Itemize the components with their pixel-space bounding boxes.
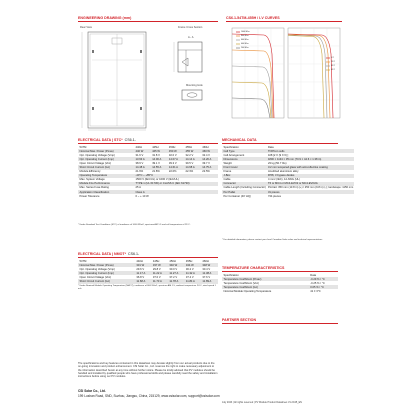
stc-title [78,138,136,142]
footer-address: 199 Lushan Road, SND, Suzhou, Jiangsu, China, 215129, www.csisolar.com, support@csisolar.com [78,393,220,398]
table-label-cell: Nominal Max. Power (Pmax) [78,149,135,153]
table-label-cell: Module Fire Performance [78,182,135,186]
table-value-cell: 440 W [135,149,152,153]
table-row [78,279,218,283]
table-header-cell: 460H [202,145,209,149]
table-value-cell: 31.6 V [135,153,144,157]
table-label-cell: Short Circuit Current (Isc) [78,165,135,169]
table-header-cell: 54TM [79,259,87,263]
table-row [222,289,338,293]
table-label-cell: Module Efficiency [79,170,101,174]
table-label-cell: Operating Temperature [78,174,135,178]
iv-curves-title: CS6.1-54TM-455H / I-V CURVES [226,16,280,20]
table-row [222,186,354,190]
mounting-hole-caption: Mounting Hole [186,84,203,87]
table-value-cell: 11.27 A [168,271,185,275]
table-value-cell: 108 [2 X (9 X 6) ] [267,153,289,157]
table-label-cell: Temperature Coefficient (Pmax) [222,277,309,281]
table-value-cell: 41 ± 3°C [310,289,321,293]
table-value-cell: 39.3 V [168,161,177,165]
table-header-cell: Specification [223,145,239,149]
nmot-title-main: ELECTRICAL DATA | NMOT* [78,252,126,256]
table-value-cell: 14.61 A [168,165,185,169]
table-value-cell: 13.93 A [135,157,152,161]
table-value-cell: 29.6 V [136,267,145,271]
table-label-cell: J-Box [222,174,267,178]
table-value-cell: 30.2 V [185,267,194,271]
table-value-cell: 340 W [168,263,185,267]
table-label-cell: Cell Type [222,149,267,153]
table-header-cell: Data [267,145,274,149]
table-value-cell: 14.07 A [168,157,185,161]
table-value-cell: -40°C ~ +85°C [135,174,218,178]
temp-table [222,273,338,293]
table-value-cell: 21.8% [152,170,160,174]
table-value-cell: 337 W [152,263,169,267]
table-value-cell: 22.5% [202,170,210,174]
disclaimer-text: The specifications and key features contained in this datasheet may deviate slightly from our actual products due to the on-going innovation and product enhancement. CSI Solar Co., Ltd. reserves the right to make necessary adjustment to the information described herein at any time without further notice. Please be kindly advised that PV modules should be handled and installed by qualified people who have professional skills and please carefully read the safety and installation instructions before using our PV modules. [78,362,218,379]
table-value-cell: 331 W [135,263,152,267]
stc-footnote: * Under Standard Test Conditions (STC) of irradiance of 1000 W/m2, spectrum AM 1.5 and cell temperature of 25°C. [78,224,191,226]
table-value-cell: 455 W [185,149,202,153]
table-value-cell: 37.6 V [202,275,211,279]
table-value-cell: IP68, 3 bypass diodes [267,174,354,178]
table-label-cell: Short Circuit Current (Isc) [78,279,135,283]
table-label-cell: Per Container (40' HQ) [223,194,251,198]
table-header-cell: Data [310,273,316,277]
table-value-cell: 23 kg (50.7 lbs) [267,161,287,165]
partner-title: PARTNER SECTION [222,318,257,322]
table-header-cell: 54TM [79,145,87,149]
table-header-cell: 445H [152,259,160,263]
table-label-cell: Cable [223,178,231,182]
table-value-cell: 30.4 V [202,267,211,271]
table-header-cell: Specification [223,273,239,277]
table-value-cell: 22.3% [185,170,194,174]
nmot-table [78,259,218,284]
table-value-cell: 30.0 V [169,267,178,271]
table-value-cell: 14.55 A [151,165,168,169]
table-value-cell: 1500 V (IEC/UL) or 1000 V (IEC/UL) [135,178,179,182]
table-value-cell: 744 pieces [267,194,281,198]
nmot-footnote: * Under Nominal Module Operating Temperature (NMOT), irradiance of 800 W/m2, spectrum AM 1.5, ambient temperature 20°C, wind speed 1 m/s. [78,285,216,290]
table-label-cell: Max. System Voltage [79,178,105,182]
table-value-cell: 11.84 A [185,279,202,283]
table-value-cell: Anodized aluminium alloy [267,170,299,174]
table-label-cell: Temperature Coefficient (Voc) [223,281,259,285]
table-label-cell: Open Circuit Voltage (Voc) [79,275,112,279]
iv-temp-label: 5°C [331,56,335,59]
stc-title-model: CS6.1- [124,138,136,142]
table-label-cell: Cable Length (Including Connector) [223,186,266,190]
table-value-cell: Portrait: 350 mm (13.8 in) (+) / 250 mm (9.8 in) (-); landscape: 1150 mm [267,186,354,190]
iv-chart-irradiance [232,28,284,118]
table-header-cell: 455H [185,259,193,263]
table-value-cell: 21.6% [135,170,144,174]
table-value-cell: 11.32 A [185,271,202,275]
engineering-drawing [78,30,220,134]
table-value-cell: 445 W [151,149,168,153]
table-value-cell: TOPCon cells [267,149,354,153]
table-label-cell: Opt. Operating Current (Imp) [78,157,135,161]
table-header-cell: 440H [135,145,142,149]
table-value-cell: T6 or MC4 or MC4-EVO2 or MC4-EVO2A [267,182,354,186]
partner-rule [222,323,338,324]
table-label-cell: Opt. Operating Voltage (Vmp) [79,267,115,271]
mech-footnote: * For detailed information, please contact your local Canadian Solar sales and technical representatives. [222,239,323,241]
footer-company: CSI Solar Co., Ltd. [78,389,106,393]
rear-view-caption: Rear View [80,26,92,29]
table-label-cell: Opt. Operating Current (Imp) [78,271,135,275]
stc-rule [78,143,218,144]
table-value-cell: -0.25 % / °C [310,281,325,285]
table-value-cell: 11.73 A [152,279,169,283]
table-value-cell: 31.8 V [152,153,160,157]
table-value-cell: 344 W [185,263,202,267]
table-header-cell: 460H [202,259,209,263]
table-value-cell: 14.68 A [185,165,202,169]
table-value-cell: 11.22 A [152,271,169,275]
rear-view-drawing [82,32,146,130]
iv-legend-label: 400 W/m² [241,42,249,45]
nmot-title [78,252,139,256]
iv-legend-label: 800 W/m² [241,34,249,37]
table-header-cell: 450H [169,259,176,263]
table-row [78,194,218,198]
mounting-hole-drawing [182,90,202,100]
table-value-cell: 450 W [168,149,185,153]
table-value-cell: 32.0 V [168,153,177,157]
table-value-cell: 11.38 A [201,271,218,275]
table-label-cell: Front Cover [222,165,267,169]
table-value-cell: 36.8 V [136,275,145,279]
table-value-cell: 14.20 A [201,157,218,161]
table-value-cell: 22.0% [168,170,177,174]
table-value-cell: 460 W [201,149,218,153]
table-value-cell: 11.89 A [201,279,218,283]
table-label-cell: Opt. Operating Voltage (Vmp) [79,153,115,157]
table-value-cell: 37.4 V [185,275,194,279]
table-row [222,194,354,198]
table-label-cell: Application Classification [78,190,135,194]
engineering-drawing-rule [78,21,218,22]
table-value-cell: 14.00 A [151,157,168,161]
iv-temp-label: 25°C [331,60,336,63]
table-header-cell: 455H [185,145,192,149]
footer-date: July 2023 | All rights reserved | PV Module Product Datasheet V1.2C25_EN [222,401,302,404]
table-value-cell: 11.78 A [168,279,185,283]
nmot-title-model: CS6.1- [128,252,140,256]
table-value-cell: 3.2 mm tempered glass with anti-reflective coating [267,165,354,169]
table-label-cell: Open Circuit Voltage (Voc) [79,161,112,165]
iv-legend-label: 600 W/m² [241,38,249,41]
table-label-cell: Power Tolerance [79,194,100,198]
table-label-cell: Nominal Max. Power (Pmax) [78,263,135,267]
table-value-cell: -0.29 % / °C [309,277,338,281]
table-label-cell: Frame [223,170,232,174]
iv-temp-label: 65°C [331,68,336,71]
mech-rule [222,143,338,144]
table-label-cell: Nominal Module Operating Temperature [223,289,272,293]
table-header-cell: 445H [152,145,159,149]
stc-table [78,145,218,198]
table-value-cell: 4 mm² (IEC), 12 AWG (UL) [267,178,300,182]
table-header-cell: 450H [168,145,176,149]
mech-title: MECHANICAL DATA [222,138,257,142]
iv-curves-rule [226,21,342,22]
table-value-cell: 39.1 V [152,161,160,165]
mech-table [222,145,354,198]
table-value-cell: 14.14 A [185,157,202,161]
iv-legend-label: 1000 W/m² [241,30,250,33]
table-value-cell: 11.17 A [135,271,152,275]
table-value-cell: 11.68 A [135,279,152,283]
table-label-cell: Dimensions [222,157,267,161]
table-value-cell: 37.0 V [152,275,161,279]
temp-rule [222,271,338,272]
temp-title: TEMPERATURE CHARACTERISTICS [222,266,285,270]
table-label-cell: Connector [222,182,267,186]
frame-section-caption: Frame Cross Section [178,26,203,29]
table-value-cell: 32.4 V [202,153,210,157]
table-label-cell: Weight [223,161,232,165]
table-value-cell: 31 pieces [267,190,354,194]
table-label-cell: Cell Arrangement [223,153,245,157]
table-label-cell: Max. Series Fuse Rating [79,186,109,190]
engineering-drawing-title: ENGINEERING DRAWING (mm) [78,16,132,20]
table-value-cell: 0 ~ + 10 W [135,194,149,198]
frame-section-drawing [174,42,202,72]
table-value-cell: 25 A [135,186,141,190]
table-label-cell: Per Pallet [222,190,267,194]
table-value-cell: 29.8 V [152,267,161,271]
nmot-rule [78,257,218,258]
table-value-cell: 39.5 V [185,161,194,165]
table-value-cell: 39.7 V [202,161,210,165]
table-value-cell: 38.9 V [135,161,144,165]
table-value-cell: TYPE 1 (UL 61730) or CLASS C (IEC 61730) [135,182,218,186]
iv-legend-label: 200 W/m² [241,46,249,49]
table-header-cell: 440H [136,259,143,263]
section-mark-caption: A - A [188,36,194,39]
table-value-cell: 1800 × 1134 × 35 mm (70.9 × 44.6 × 1.38 in) [267,157,354,161]
table-value-cell: 348 W [201,263,218,267]
iv-temp-label: 45°C [331,64,336,67]
table-value-cell: 37.2 V [169,275,178,279]
table-label-cell: Temperature Coefficient (Isc) [222,285,309,289]
table-value-cell: 14.48 A [135,165,152,169]
table-value-cell: Class A [135,190,218,194]
table-value-cell: 0.05 % / °C [309,285,338,289]
table-value-cell: 14.75 A [201,165,218,169]
stc-title-main: ELECTRICAL DATA | STC* [78,138,123,142]
table-value-cell: 32.2 V [185,153,194,157]
iv-chart-temperature [288,28,340,118]
